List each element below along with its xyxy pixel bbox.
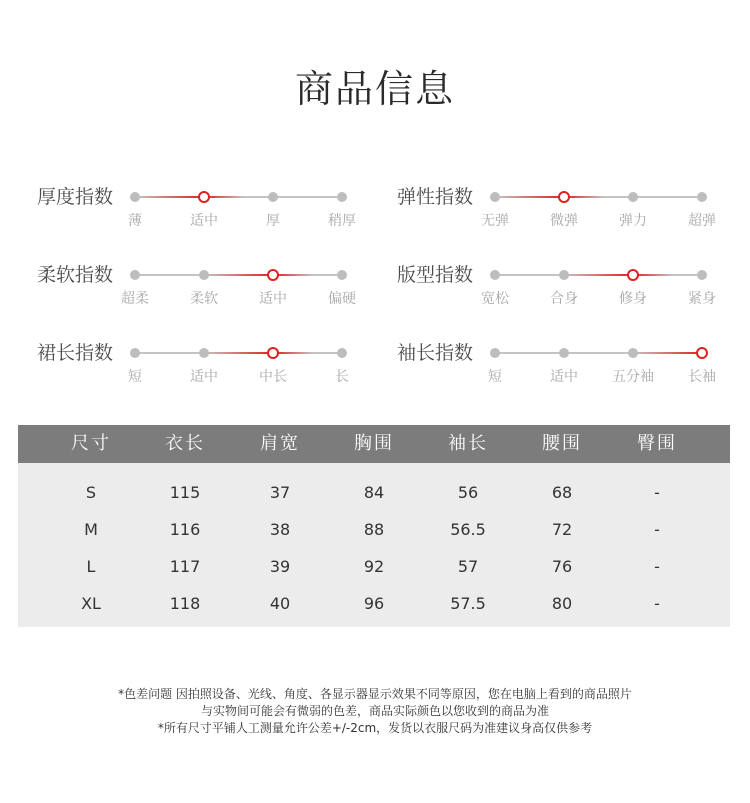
- index-highlight: [564, 196, 604, 198]
- table-cell: 72: [551, 520, 573, 539]
- size-table: [18, 425, 730, 627]
- index-dot: [268, 192, 278, 202]
- column-header: 胸围: [354, 433, 394, 454]
- index-highlight: [273, 352, 313, 354]
- index-highlight: [273, 274, 313, 276]
- page-title: 商品信息: [294, 67, 455, 111]
- index-option-label: 超柔: [121, 291, 149, 307]
- index-dot: [559, 270, 569, 280]
- index-option-label: 薄: [128, 213, 142, 229]
- table-cell: 76: [551, 557, 573, 576]
- table-cell: 38: [269, 520, 291, 539]
- index-option-label: 中长: [259, 369, 287, 385]
- index-dot: [697, 270, 707, 280]
- index-dot: [130, 192, 140, 202]
- index-highlight: [633, 352, 702, 354]
- index-option-label: 长: [335, 369, 349, 385]
- table-cell: 88: [363, 520, 385, 539]
- index-label: 弹性指数: [397, 186, 474, 208]
- index-dot-selected: [198, 191, 210, 203]
- index-dot: [628, 348, 638, 358]
- index-option-label: 适中: [550, 369, 578, 385]
- table-cell: 68: [551, 483, 573, 502]
- index-dot: [697, 192, 707, 202]
- index-highlight: [204, 352, 273, 354]
- index-dot-selected: [267, 347, 279, 359]
- index-option-label: 长袖: [688, 369, 716, 385]
- fit-index: [397, 263, 737, 313]
- index-dot: [199, 348, 209, 358]
- table-cell: 56.5: [450, 520, 486, 539]
- index-option-label: 微弹: [550, 213, 578, 229]
- index-option-label: 宽松: [481, 291, 509, 307]
- index-option-label: 适中: [190, 213, 218, 229]
- index-dot: [130, 348, 140, 358]
- index-highlight: [204, 196, 244, 198]
- table-cell: L: [86, 557, 96, 576]
- index-dot: [490, 348, 500, 358]
- table-cell: M: [84, 520, 98, 539]
- softness-index: [37, 263, 377, 313]
- note-line: *所有尺寸平铺人工测量允许公差+/-2cm，发货以衣服尺码为准建议身高仅供参考: [157, 721, 593, 735]
- index-option-label: 超弹: [688, 213, 716, 229]
- table-cell: 57: [457, 557, 479, 576]
- index-option-label: 修身: [619, 291, 647, 307]
- index-highlight: [204, 274, 273, 276]
- index-dot-selected: [558, 191, 570, 203]
- index-option-label: 厚: [266, 213, 280, 229]
- index-dot: [559, 348, 569, 358]
- index-dot-selected: [696, 347, 708, 359]
- index-option-label: 短: [488, 369, 502, 385]
- index-option-label: 稍厚: [328, 213, 356, 229]
- table-cell: 40: [269, 594, 291, 613]
- column-header: 臀围: [637, 433, 677, 454]
- index-highlight: [633, 274, 673, 276]
- index-highlight: [495, 196, 564, 198]
- table-cell: -: [654, 557, 660, 576]
- index-dot: [337, 192, 347, 202]
- index-label: 柔软指数: [37, 264, 114, 286]
- table-cell: 96: [363, 594, 385, 613]
- index-option-label: 无弹: [481, 213, 509, 229]
- thickness-index: [37, 185, 377, 235]
- index-dot-selected: [267, 269, 279, 281]
- table-cell: 84: [363, 483, 385, 502]
- column-header: 肩宽: [260, 433, 300, 454]
- size-table-header: [18, 425, 730, 463]
- index-option-label: 短: [128, 369, 142, 385]
- table-cell: 39: [269, 557, 291, 576]
- note-line: 与实物间可能会有微弱的色差，商品实际颜色以您收到的商品为准: [200, 704, 549, 718]
- table-cell: -: [654, 483, 660, 502]
- sleeve-length-index: [397, 341, 737, 391]
- index-highlight: [135, 196, 204, 198]
- index-option-label: 紧身: [688, 291, 716, 307]
- table-cell: 115: [169, 483, 201, 502]
- index-dot: [490, 270, 500, 280]
- skirt-length-index: [37, 341, 377, 391]
- index-label: 厚度指数: [37, 186, 114, 208]
- table-cell: 56: [457, 483, 479, 502]
- table-cell: 116: [169, 520, 201, 539]
- index-dot: [337, 270, 347, 280]
- note-line: *色差问题 因拍照设备、光线、角度、各显示器显示效果不同等原因，您在电脑上看到的商品照片: [118, 687, 632, 701]
- table-cell: 80: [551, 594, 573, 613]
- index-option-label: 合身: [550, 291, 578, 307]
- notes: [0, 686, 750, 737]
- table-cell: -: [654, 520, 660, 539]
- table-cell: -: [654, 594, 660, 613]
- index-label: 袖长指数: [397, 342, 474, 364]
- index-option-label: 柔软: [190, 291, 218, 307]
- table-cell: 57.5: [450, 594, 486, 613]
- table-cell: XL: [81, 594, 101, 613]
- index-dot: [490, 192, 500, 202]
- table-cell: 117: [169, 557, 201, 576]
- column-header: 衣长: [165, 433, 205, 454]
- index-dot: [628, 192, 638, 202]
- index-label: 裙长指数: [37, 342, 114, 364]
- index-label: 版型指数: [397, 264, 474, 286]
- index-highlight: [564, 274, 633, 276]
- index-option-label: 偏硬: [328, 291, 356, 307]
- index-dot-selected: [627, 269, 639, 281]
- elasticity-index: [397, 185, 737, 235]
- index-dot: [337, 348, 347, 358]
- table-cell: S: [85, 483, 97, 502]
- table-cell: 37: [269, 483, 291, 502]
- column-header: 尺寸: [71, 433, 111, 454]
- index-option-label: 弹力: [619, 213, 647, 229]
- table-cell: 92: [363, 557, 385, 576]
- index-dot: [130, 270, 140, 280]
- index-option-label: 五分袖: [612, 369, 654, 385]
- column-header: 腰围: [542, 433, 582, 454]
- table-cell: 118: [169, 594, 201, 613]
- column-header: 袖长: [448, 433, 488, 454]
- index-option-label: 适中: [259, 291, 287, 307]
- index-dot: [199, 270, 209, 280]
- index-option-label: 适中: [190, 369, 218, 385]
